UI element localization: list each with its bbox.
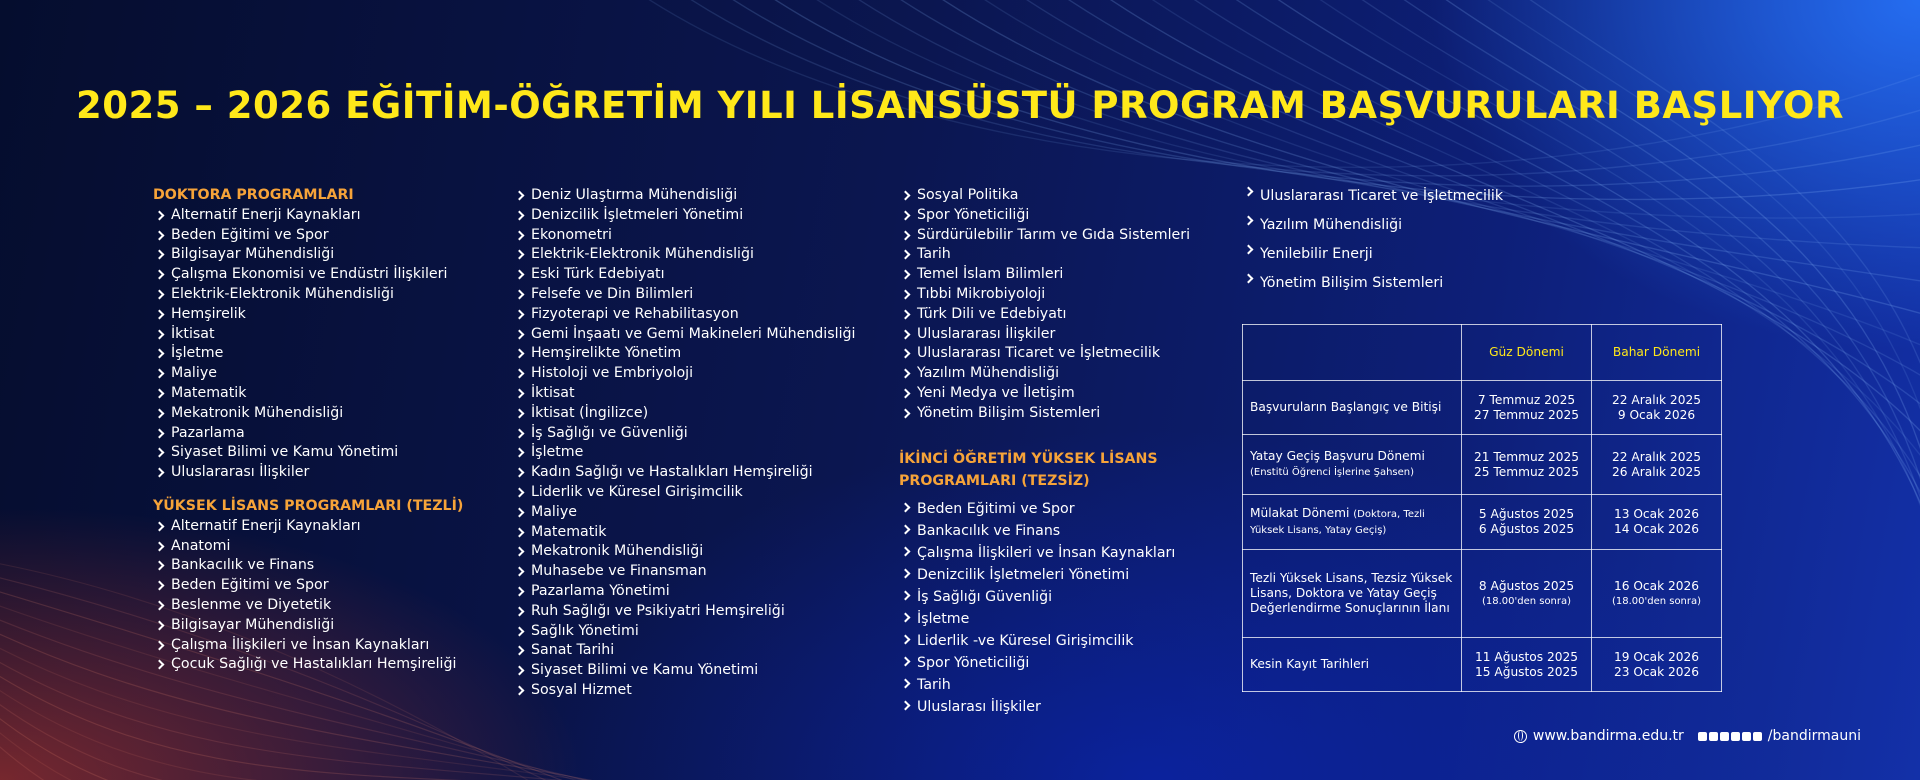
ikinci-program-item: İşletme bbox=[899, 608, 1190, 630]
page-title: 2025 – 2026 EĞİTİM-ÖĞRETİM YILI LİSANSÜSTÜ PROGRAM BAŞVURULARI BAŞLIYOR bbox=[76, 84, 1844, 127]
schedule-label-text: Yatay Geçiş Başvuru Dönemi bbox=[1250, 449, 1425, 463]
tezli-list-part3 bbox=[899, 186, 1190, 424]
schedule-date-cell bbox=[1592, 381, 1722, 435]
tezli-program-item: İktisat bbox=[513, 384, 855, 404]
globe-icon bbox=[1514, 730, 1527, 743]
facebook-icon[interactable] bbox=[1709, 732, 1718, 741]
schedule-date: 8 Ağustos 2025 bbox=[1478, 578, 1575, 593]
schedule-label-text: Kesin Kayıt Tarihleri bbox=[1250, 657, 1370, 671]
doktora-program-item: Matematik bbox=[153, 384, 463, 404]
schedule-date-cell bbox=[1462, 435, 1592, 495]
footer-handle[interactable]: /bandirmauni bbox=[1767, 728, 1861, 744]
schedule-date: 19 Ocak 2026 bbox=[1613, 649, 1700, 664]
schedule-date: 27 Temmuz 2025 bbox=[1473, 407, 1579, 422]
schedule-date: 6 Ağustos 2025 bbox=[1478, 522, 1575, 536]
schedule-date: 25 Temmuz 2025 bbox=[1473, 464, 1579, 479]
schedule-row-label bbox=[1243, 550, 1462, 638]
tezli-program-item: Gemi İnşaatı ve Gemi Makineleri Mühendisliği bbox=[513, 325, 855, 345]
tezli-list-part1 bbox=[153, 517, 463, 675]
schedule-row bbox=[1243, 495, 1722, 550]
schedule-label-text: Mülakat Dönemi bbox=[1250, 506, 1350, 520]
wave-line bbox=[0, 690, 820, 780]
column-4 bbox=[1242, 182, 1503, 298]
tezli-program-item: Sağlık Yönetimi bbox=[513, 622, 855, 642]
tezli-program-item: Yazılım Mühendisliği bbox=[899, 364, 1190, 384]
wave-line bbox=[0, 729, 898, 780]
column-2 bbox=[513, 186, 855, 701]
ikinci-program-item: Uluslarası İlişkiler bbox=[899, 696, 1190, 718]
tezli-program-item: Ekonometri bbox=[513, 226, 855, 246]
schedule-label-text: Tezli Yüksek Lisans, Tezsiz Yüksek Lisans, Doktora ve Yatay Geçiş Değerlendirme Sonuçlarının İlanı bbox=[1250, 571, 1453, 615]
tezli-program-item: Temel İslam Bilimleri bbox=[899, 265, 1190, 285]
schedule-date: 16 Ocak 2026 bbox=[1613, 578, 1700, 593]
schedule-date-cell bbox=[1592, 495, 1722, 550]
schedule-date: 14 Ocak 2026 bbox=[1613, 522, 1700, 536]
ikinci-heading-line1: İKİNCİ ÖĞRETİM YÜKSEK LİSANS bbox=[899, 450, 1158, 467]
footer bbox=[1514, 728, 1861, 744]
tezli-program-item: Beden Eğitimi ve Spor bbox=[153, 576, 463, 596]
schedule-row bbox=[1243, 638, 1722, 692]
schedule-header-bahar: Bahar Dönemi bbox=[1592, 325, 1722, 381]
ikinci-program-item: Bankacılık ve Finans bbox=[899, 520, 1190, 542]
wave-line bbox=[0, 716, 872, 780]
schedule-date-note: (18.00'den sonra) bbox=[1611, 595, 1702, 607]
schedule-row-label bbox=[1243, 435, 1462, 495]
ikinci-program-item: Yenilebilir Enerji bbox=[1242, 240, 1503, 269]
schedule-date-cell bbox=[1592, 435, 1722, 495]
schedule-row bbox=[1243, 381, 1722, 435]
tezli-program-item: İşletme bbox=[513, 443, 855, 463]
tezli-program-item: Çocuk Sağlığı ve Hastalıkları Hemşireliği bbox=[153, 655, 463, 675]
doktora-list bbox=[153, 206, 463, 483]
doktora-program-item: Elektrik-Elektronik Mühendisliği bbox=[153, 285, 463, 305]
doktora-program-item: Bilgisayar Mühendisliği bbox=[153, 245, 463, 265]
doktora-program-item: Mekatronik Mühendisliği bbox=[153, 404, 463, 424]
schedule-label-text: Başvuruların Başlangıç ve Bitişi bbox=[1250, 400, 1442, 414]
instagram-icon[interactable] bbox=[1698, 732, 1707, 741]
ikinci-program-item: Çalışma İlişkileri ve İnsan Kaynakları bbox=[899, 542, 1190, 564]
schedule-header-row bbox=[1243, 325, 1722, 381]
doktora-program-item: İşletme bbox=[153, 344, 463, 364]
tezli-program-item: Beslenme ve Diyetetik bbox=[153, 596, 463, 616]
tezli-program-item: Sürdürülebilir Tarım ve Gıda Sistemleri bbox=[899, 226, 1190, 246]
schedule-date-cell bbox=[1462, 638, 1592, 692]
schedule-date-cell bbox=[1462, 550, 1592, 638]
tezli-program-item: Liderlik ve Küresel Girişimcilik bbox=[513, 483, 855, 503]
tezli-program-item: Fizyoterapi ve Rehabilitasyon bbox=[513, 305, 855, 325]
doktora-program-item: Beden Eğitimi ve Spor bbox=[153, 226, 463, 246]
ikinci-program-item: Beden Eğitimi ve Spor bbox=[899, 498, 1190, 520]
tezli-program-item: Deniz Ulaştırma Mühendisliği bbox=[513, 186, 855, 206]
tezli-program-item: Kadın Sağlığı ve Hastalıkları Hemşireliği bbox=[513, 463, 855, 483]
tezli-program-item: Alternatif Enerji Kaynakları bbox=[153, 517, 463, 537]
ikinci-heading-line2: PROGRAMLARI (TEZSİZ) bbox=[899, 472, 1090, 489]
column-3 bbox=[899, 186, 1190, 718]
tiktok-icon[interactable] bbox=[1742, 732, 1751, 741]
tezli-program-item: Ruh Sağlığı ve Psikiyatri Hemşireliği bbox=[513, 602, 855, 622]
tezli-program-item: Tıbbi Mikrobiyoloji bbox=[899, 285, 1190, 305]
doktora-program-item: Uluslararası İlişkiler bbox=[153, 463, 463, 483]
linkedin-icon[interactable] bbox=[1753, 732, 1762, 741]
doktora-program-item: Çalışma Ekonomisi ve Endüstri İlişkileri bbox=[153, 265, 463, 285]
schedule-date: 7 Temmuz 2025 bbox=[1477, 392, 1576, 407]
schedule-row-label bbox=[1243, 495, 1462, 550]
tezli-program-item: Matematik bbox=[513, 523, 855, 543]
ikinci-program-item: İş Sağlığı Güvenliği bbox=[899, 586, 1190, 608]
tezli-list-part2 bbox=[513, 186, 855, 701]
tezli-program-item: Bilgisayar Mühendisliği bbox=[153, 616, 463, 636]
doktora-program-item: Pazarlama bbox=[153, 424, 463, 444]
tezli-program-item: Bankacılık ve Finans bbox=[153, 556, 463, 576]
social-media-icons bbox=[1698, 732, 1762, 741]
tezli-program-item: Histoloji ve Embriyoloji bbox=[513, 364, 855, 384]
schedule-date: 9 Ocak 2026 bbox=[1617, 407, 1696, 422]
ikinci-program-item: Yazılım Mühendisliği bbox=[1242, 211, 1503, 240]
ikinci-list-part1 bbox=[899, 498, 1190, 718]
tezli-program-item: Denizcilik İşletmeleri Yönetimi bbox=[513, 206, 855, 226]
tezli-program-item: Uluslararası İlişkiler bbox=[899, 325, 1190, 345]
schedule-header-guz: Güz Dönemi bbox=[1462, 325, 1592, 381]
schedule-date-note: (18.00'den sonra) bbox=[1481, 595, 1572, 607]
tezli-program-item: Eski Türk Edebiyatı bbox=[513, 265, 855, 285]
doktora-program-item: İktisat bbox=[153, 325, 463, 345]
ikinci-program-item: Spor Yöneticiliği bbox=[899, 652, 1190, 674]
schedule-row-label bbox=[1243, 381, 1462, 435]
youtube-icon[interactable] bbox=[1731, 732, 1740, 741]
tezli-program-item: Sanat Tarihi bbox=[513, 641, 855, 661]
tezli-program-item: Maliye bbox=[513, 503, 855, 523]
ikinci-program-item: Tarih bbox=[899, 674, 1190, 696]
tezli-program-item: Uluslararası Ticaret ve İşletmecilik bbox=[899, 344, 1190, 364]
doktora-program-item: Siyaset Bilimi ve Kamu Yönetimi bbox=[153, 443, 463, 463]
footer-website[interactable]: www.bandirma.edu.tr bbox=[1532, 728, 1684, 744]
tezli-program-item: İktisat (İngilizce) bbox=[513, 404, 855, 424]
tezli-program-item: Siyaset Bilimi ve Kamu Yönetimi bbox=[513, 661, 855, 681]
schedule-date: 26 Aralık 2025 bbox=[1612, 464, 1701, 479]
tezli-program-item: Elektrik-Elektronik Mühendisliği bbox=[513, 245, 855, 265]
schedule-date: 5 Ağustos 2025 bbox=[1478, 507, 1575, 521]
tezli-program-item: İş Sağlığı ve Güvenliği bbox=[513, 424, 855, 444]
schedule-row bbox=[1243, 435, 1722, 495]
tezli-heading: YÜKSEK LİSANS PROGRAMLARI (TEZLİ) bbox=[153, 497, 464, 514]
schedule-header-empty bbox=[1243, 325, 1462, 381]
schedule-date: 15 Ağustos 2025 bbox=[1474, 664, 1578, 679]
tezli-program-item: Yönetim Bilişim Sistemleri bbox=[899, 404, 1190, 424]
schedule-date-cell bbox=[1462, 381, 1592, 435]
schedule-date: 13 Ocak 2026 bbox=[1613, 507, 1700, 521]
schedule-table bbox=[1242, 324, 1722, 692]
schedule-date-cell bbox=[1592, 638, 1722, 692]
doktora-program-item: Hemşirelik bbox=[153, 305, 463, 325]
tezli-program-item: Hemşirelikte Yönetim bbox=[513, 344, 855, 364]
doktora-heading: DOKTORA PROGRAMLARI bbox=[153, 187, 354, 203]
tezli-program-item: Spor Yöneticiliği bbox=[899, 206, 1190, 226]
schedule-row bbox=[1243, 550, 1722, 638]
schedule-date-cell bbox=[1592, 550, 1722, 638]
tezli-program-item: Anatomi bbox=[153, 537, 463, 557]
ikinci-program-item: Liderlik -ve Küresel Girişimcilik bbox=[899, 630, 1190, 652]
tezli-program-item: Pazarlama Yönetimi bbox=[513, 582, 855, 602]
tezli-program-item: Muhasebe ve Finansman bbox=[513, 562, 855, 582]
tezli-program-item: Sosyal Hizmet bbox=[513, 681, 855, 701]
schedule-date: 23 Ocak 2026 bbox=[1613, 664, 1700, 679]
tezli-program-item: Tarih bbox=[899, 245, 1190, 265]
schedule-date: 11 Ağustos 2025 bbox=[1474, 649, 1578, 664]
tezli-program-item: Felsefe ve Din Bilimleri bbox=[513, 285, 855, 305]
ikinci-list-part2 bbox=[1242, 182, 1503, 298]
ikinci-program-item: Denizcilik İşletmeleri Yönetimi bbox=[899, 564, 1190, 586]
tezli-program-item: Türk Dili ve Edebiyatı bbox=[899, 305, 1190, 325]
column-1 bbox=[153, 186, 463, 675]
schedule-label-note: (Enstitü Öğrenci İşlerine Şahsen) bbox=[1250, 467, 1415, 478]
ikinci-program-item: Yönetim Bilişim Sistemleri bbox=[1242, 269, 1503, 298]
schedule-date: 21 Temmuz 2025 bbox=[1473, 449, 1579, 464]
tezli-program-item: Çalışma İlişkileri ve İnsan Kaynakları bbox=[153, 636, 463, 656]
tezli-program-item: Yeni Medya ve İletişim bbox=[899, 384, 1190, 404]
wave-line bbox=[0, 703, 846, 780]
schedule-date-cell bbox=[1462, 495, 1592, 550]
schedule-date: 22 Aralık 2025 bbox=[1612, 449, 1701, 464]
doktora-program-item: Alternatif Enerji Kaynakları bbox=[153, 206, 463, 226]
schedule-label-note: (Doktora, Tezli Yüksek Lisans, Yatay Geçiş) bbox=[1250, 509, 1425, 536]
doktora-program-item: Maliye bbox=[153, 364, 463, 384]
tezli-program-item: Mekatronik Mühendisliği bbox=[513, 542, 855, 562]
tezli-program-item: Sosyal Politika bbox=[899, 186, 1190, 206]
schedule-row-label bbox=[1243, 638, 1462, 692]
schedule-date: 22 Aralık 2025 bbox=[1612, 392, 1701, 407]
ikinci-program-item: Uluslararası Ticaret ve İşletmecilik bbox=[1242, 182, 1503, 211]
x-icon[interactable] bbox=[1720, 732, 1729, 741]
